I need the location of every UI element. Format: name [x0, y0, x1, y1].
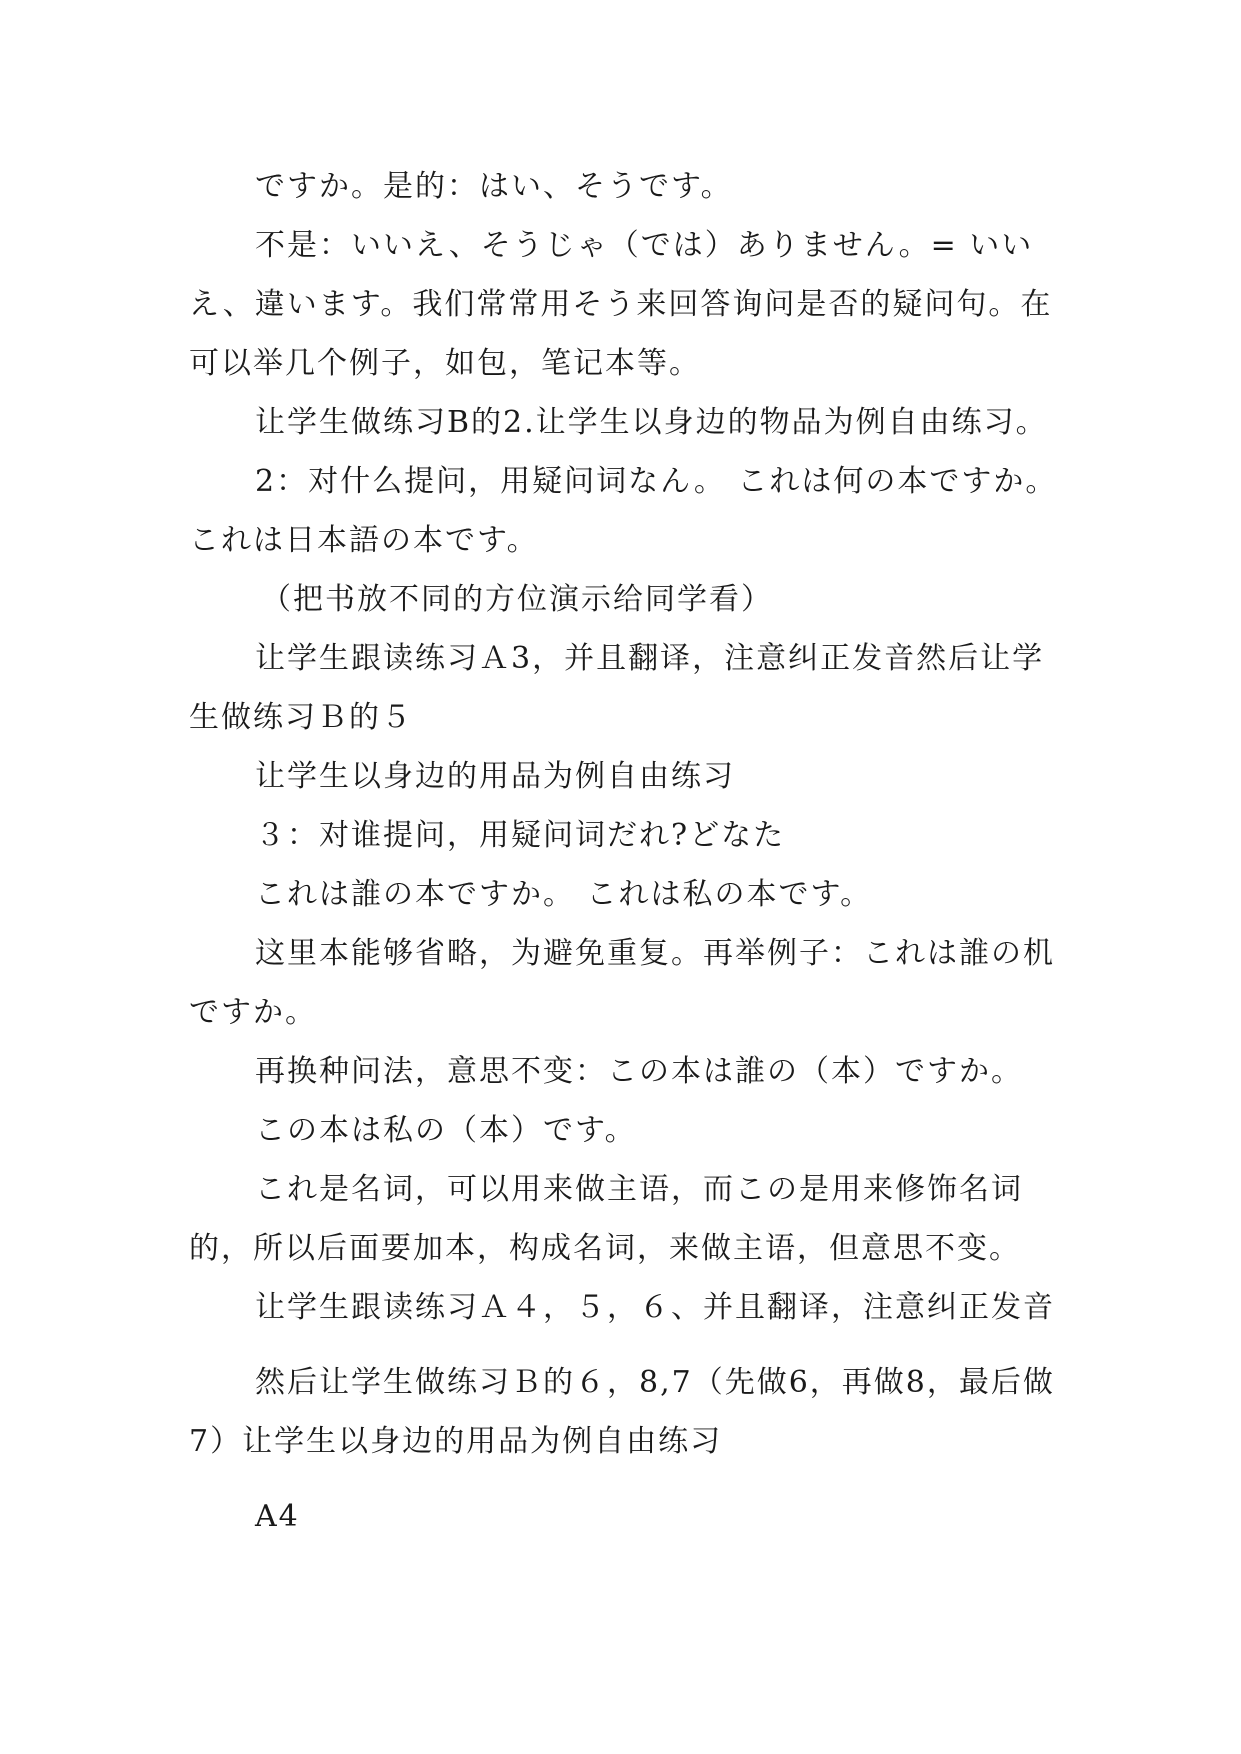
paragraph: 让学生跟读练习Ａ４，５，６、并且翻译，注意纠正发音: [255, 1290, 1055, 1325]
paragraph: ですか。是的：はい、そうです。: [255, 169, 733, 204]
paragraph: 不是：いいえ、そうじゃ（では）ありません。= いいえ、違います。我们常常用そう来回答询问是否的疑问句。在可以举几个例子，如包，笔记本等。: [189, 228, 1053, 381]
paragraph: 2：对什么提问，用疑问词なん。 これは何の本ですか。これは日本語の本です。: [189, 464, 1058, 558]
paragraph: 再换种问法，意思不变：この本は誰の（本）ですか。: [255, 1054, 1023, 1089]
paragraph: ３：对谁提问，用疑问词だれ?どなた: [255, 818, 786, 853]
paragraph: 让学生做练习B的2.让学生以身边的物品为例自由练习。: [255, 405, 1048, 440]
paragraph: これは誰の本ですか。 これは私の本です。: [255, 877, 873, 912]
paragraph: 让学生跟读练习Ａ3，并且翻译，注意纠正发音然后让学生做练习Ｂ的５: [189, 641, 1045, 735]
paragraph: （把书放不同的方位演示给同学看）: [261, 582, 773, 617]
paragraph: これ是名词，可以用来做主语，而この是用来修饰名词的，所以后面要加本，构成名词，来做主语，但意思不变。: [189, 1172, 1023, 1266]
paragraph: A4: [255, 1499, 300, 1534]
paragraph: 这里本能够省略，为避免重复。再举例子：これは誰の机ですか。: [189, 936, 1055, 1030]
paragraph: 然后让学生做练习Ｂ的６，8,7（先做6，再做8，最后做7）让学生以身边的用品为例自由练习: [189, 1365, 1055, 1459]
paragraph: 让学生以身边的用品为例自由练习: [255, 759, 735, 794]
document-body: [189, 157, 1069, 1546]
paragraph: この本は私の（本）です。: [255, 1113, 637, 1148]
